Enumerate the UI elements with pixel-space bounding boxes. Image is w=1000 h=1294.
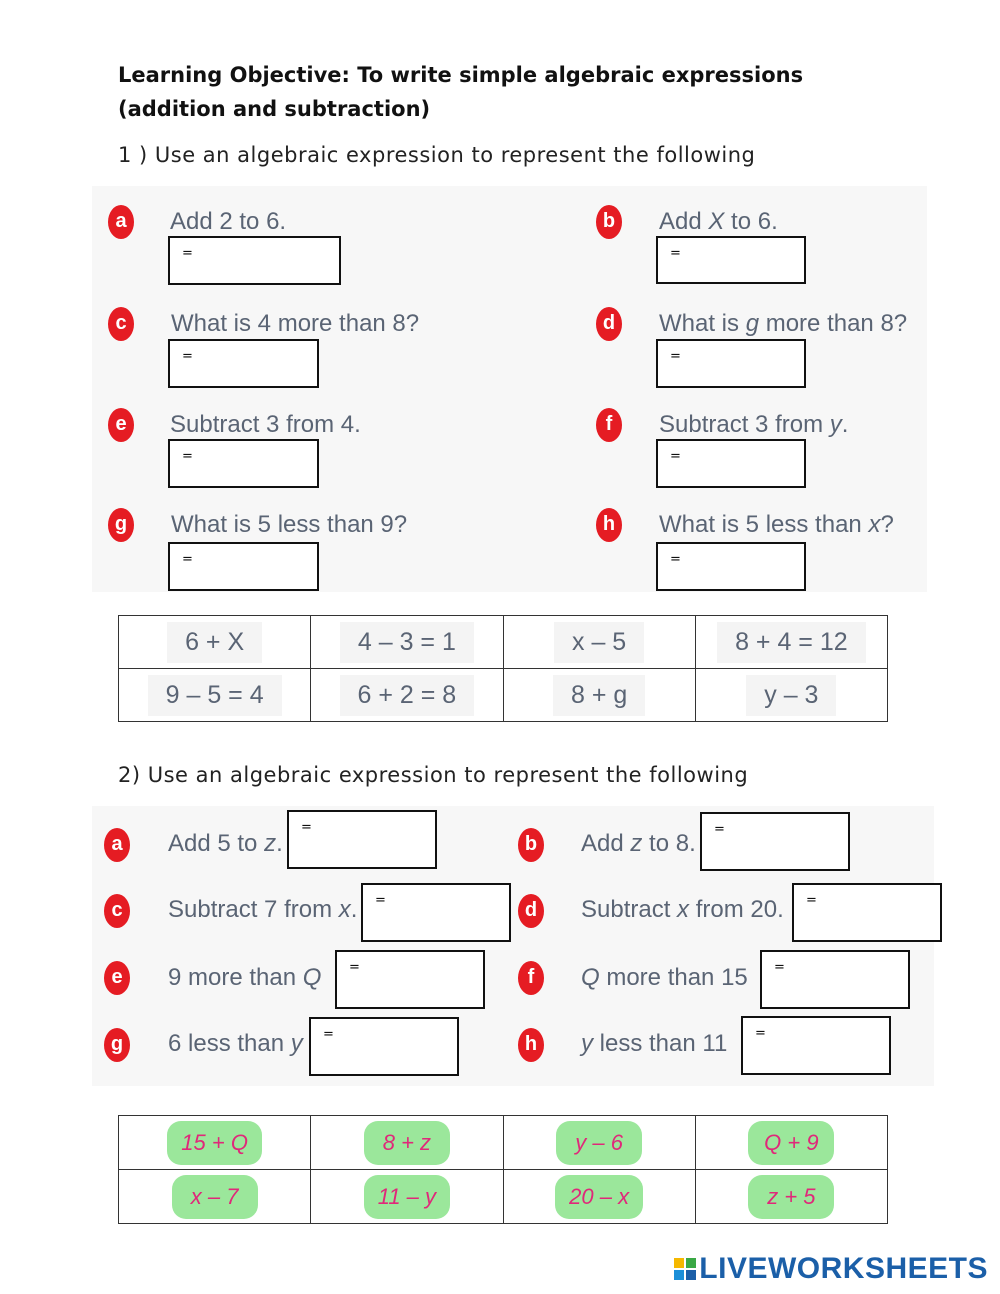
answer-prefix: = xyxy=(774,960,785,975)
answer-box-2a[interactable] xyxy=(287,810,437,869)
liveworksheets-logo xyxy=(674,1253,988,1285)
question-1-heading: 1 ) Use an algebraic expression to represent the following xyxy=(118,143,756,167)
badge-1e: e xyxy=(108,408,134,442)
question-2-heading: 2) Use an algebraic expression to represent the following xyxy=(118,763,749,787)
logo-mark-icon xyxy=(674,1258,696,1280)
item-1h-text: What is 5 less than x? xyxy=(659,511,894,538)
badge-2c: c xyxy=(104,894,130,928)
answer-prefix: = xyxy=(670,246,681,261)
badge-1f: f xyxy=(596,408,622,442)
table-row xyxy=(119,1116,888,1170)
answer-chip[interactable]: Q + 9 xyxy=(748,1121,834,1165)
answer-prefix: = xyxy=(323,1027,334,1042)
answer-chip[interactable]: 11 – y xyxy=(364,1175,450,1219)
item-1f-text: Subtract 3 from y. xyxy=(659,411,849,438)
variable: x xyxy=(868,511,881,538)
variable: g xyxy=(745,310,760,337)
answer-chip[interactable]: 20 – x xyxy=(555,1175,643,1219)
item-2a-text: Add 5 to z. xyxy=(168,830,283,857)
answer-chip[interactable]: 6 + 2 = 8 xyxy=(340,675,475,716)
answer-box-2h[interactable] xyxy=(741,1016,891,1075)
answer-prefix: = xyxy=(182,246,193,261)
item-2c-text: Subtract 7 from x. xyxy=(168,896,358,923)
variable: z xyxy=(264,830,277,857)
badge-1a: a xyxy=(108,205,134,239)
answer-chip[interactable]: x – 7 xyxy=(172,1175,258,1219)
answer-box-1e[interactable] xyxy=(168,439,319,488)
badge-2f: f xyxy=(518,961,544,995)
variable: Q xyxy=(581,964,600,991)
table-row xyxy=(119,1170,888,1224)
badge-2e: e xyxy=(104,961,130,995)
answer-prefix: = xyxy=(182,552,193,567)
item-2g-text: 6 less than y xyxy=(168,1030,303,1057)
answer-box-2g[interactable] xyxy=(309,1017,459,1076)
badge-1c: c xyxy=(108,307,134,341)
bank-cell xyxy=(503,1116,695,1170)
item-1a-text: Add 2 to 6. xyxy=(170,208,287,235)
bank-cell xyxy=(695,1116,887,1170)
answer-chip[interactable]: 8 + 4 = 12 xyxy=(717,622,866,663)
answer-chip[interactable]: x – 5 xyxy=(554,622,644,663)
answer-chip[interactable]: 8 + g xyxy=(553,675,645,716)
answer-box-1c[interactable] xyxy=(168,339,319,388)
brand-name: LIVEWORKSHEETS xyxy=(699,1252,988,1285)
answer-prefix: = xyxy=(182,349,193,364)
answer-prefix: = xyxy=(182,449,193,464)
answer-box-1f[interactable] xyxy=(656,439,806,488)
badge-2b: b xyxy=(518,828,544,862)
badge-1h: h xyxy=(596,508,622,542)
bank-cell xyxy=(119,616,311,669)
bank-cell xyxy=(311,1116,503,1170)
item-2b-text: Add z to 8. xyxy=(581,830,696,857)
variable: Q xyxy=(302,964,322,991)
bank-cell xyxy=(311,1170,503,1224)
item-1g-text: What is 5 less than 9? xyxy=(171,511,408,538)
answer-bank-2 xyxy=(118,1115,888,1224)
answer-chip[interactable]: 4 – 3 = 1 xyxy=(340,622,474,663)
answer-box-1b[interactable] xyxy=(656,236,806,284)
variable: z xyxy=(630,830,643,857)
answer-chip[interactable]: z + 5 xyxy=(748,1175,834,1219)
bank-cell xyxy=(695,1170,887,1224)
bank-cell xyxy=(503,616,695,669)
answer-box-2b[interactable] xyxy=(700,812,850,871)
bank-cell xyxy=(311,616,503,669)
bank-cell xyxy=(503,1170,695,1224)
answer-box-1g[interactable] xyxy=(168,542,319,591)
variable: X xyxy=(708,208,725,235)
answer-bank-1 xyxy=(118,615,888,722)
item-1d-text: What is g more than 8? xyxy=(659,310,908,337)
bank-cell xyxy=(119,1116,311,1170)
answer-prefix: = xyxy=(806,893,817,908)
answer-box-1a[interactable] xyxy=(168,236,341,285)
badge-2a: a xyxy=(104,828,130,862)
item-2h-text: y less than 11 xyxy=(581,1030,728,1057)
badge-2d: d xyxy=(518,894,544,928)
answer-box-2c[interactable] xyxy=(361,883,511,942)
item-1b-text: Add X to 6. xyxy=(659,208,778,235)
bank-cell xyxy=(311,669,503,722)
answer-chip[interactable]: 8 + z xyxy=(364,1121,450,1165)
bank-cell xyxy=(119,669,311,722)
answer-chip[interactable]: 9 – 5 = 4 xyxy=(148,675,282,716)
badge-2g: g xyxy=(104,1028,130,1062)
item-2e-text: 9 more than Q xyxy=(168,964,322,991)
variable: y xyxy=(829,411,842,438)
item-1e-text: Subtract 3 from 4. xyxy=(170,411,361,438)
answer-box-2f[interactable] xyxy=(760,950,910,1009)
bank-cell xyxy=(695,669,887,722)
answer-box-2e[interactable] xyxy=(335,950,485,1009)
table-row xyxy=(119,669,888,722)
answer-chip[interactable]: y – 3 xyxy=(746,675,836,716)
variable: y xyxy=(581,1030,593,1057)
item-2f-text: Q more than 15 xyxy=(581,964,748,991)
badge-2h: h xyxy=(518,1028,544,1062)
bank-cell xyxy=(119,1170,311,1224)
answer-prefix: = xyxy=(714,822,725,837)
answer-prefix: = xyxy=(670,552,681,567)
answer-chip[interactable]: y – 6 xyxy=(556,1121,642,1165)
answer-box-1d[interactable] xyxy=(656,339,806,388)
badge-1b: b xyxy=(596,205,622,239)
item-1c-text: What is 4 more than 8? xyxy=(171,310,420,337)
answer-box-2d[interactable] xyxy=(792,883,942,942)
answer-prefix: = xyxy=(670,449,681,464)
badge-1g: g xyxy=(108,508,134,542)
answer-prefix: = xyxy=(301,820,312,835)
answer-prefix: = xyxy=(349,960,360,975)
item-2d-text: Subtract x from 20. xyxy=(581,896,784,923)
answer-prefix: = xyxy=(755,1026,766,1041)
answer-prefix: = xyxy=(375,893,386,908)
answer-chip[interactable]: 15 + Q xyxy=(167,1121,262,1165)
answer-chip[interactable]: 6 + X xyxy=(167,622,262,663)
bank-cell xyxy=(695,616,887,669)
table-row xyxy=(119,616,888,669)
variable: x xyxy=(338,896,351,923)
badge-1d: d xyxy=(596,307,622,341)
learning-objective: Learning Objective: To write simple algebraic expressions (addition and subtraction) xyxy=(118,63,804,121)
answer-box-1h[interactable] xyxy=(656,542,806,591)
bank-cell xyxy=(503,669,695,722)
variable: y xyxy=(290,1030,303,1057)
variable: x xyxy=(677,896,690,923)
answer-prefix: = xyxy=(670,349,681,364)
